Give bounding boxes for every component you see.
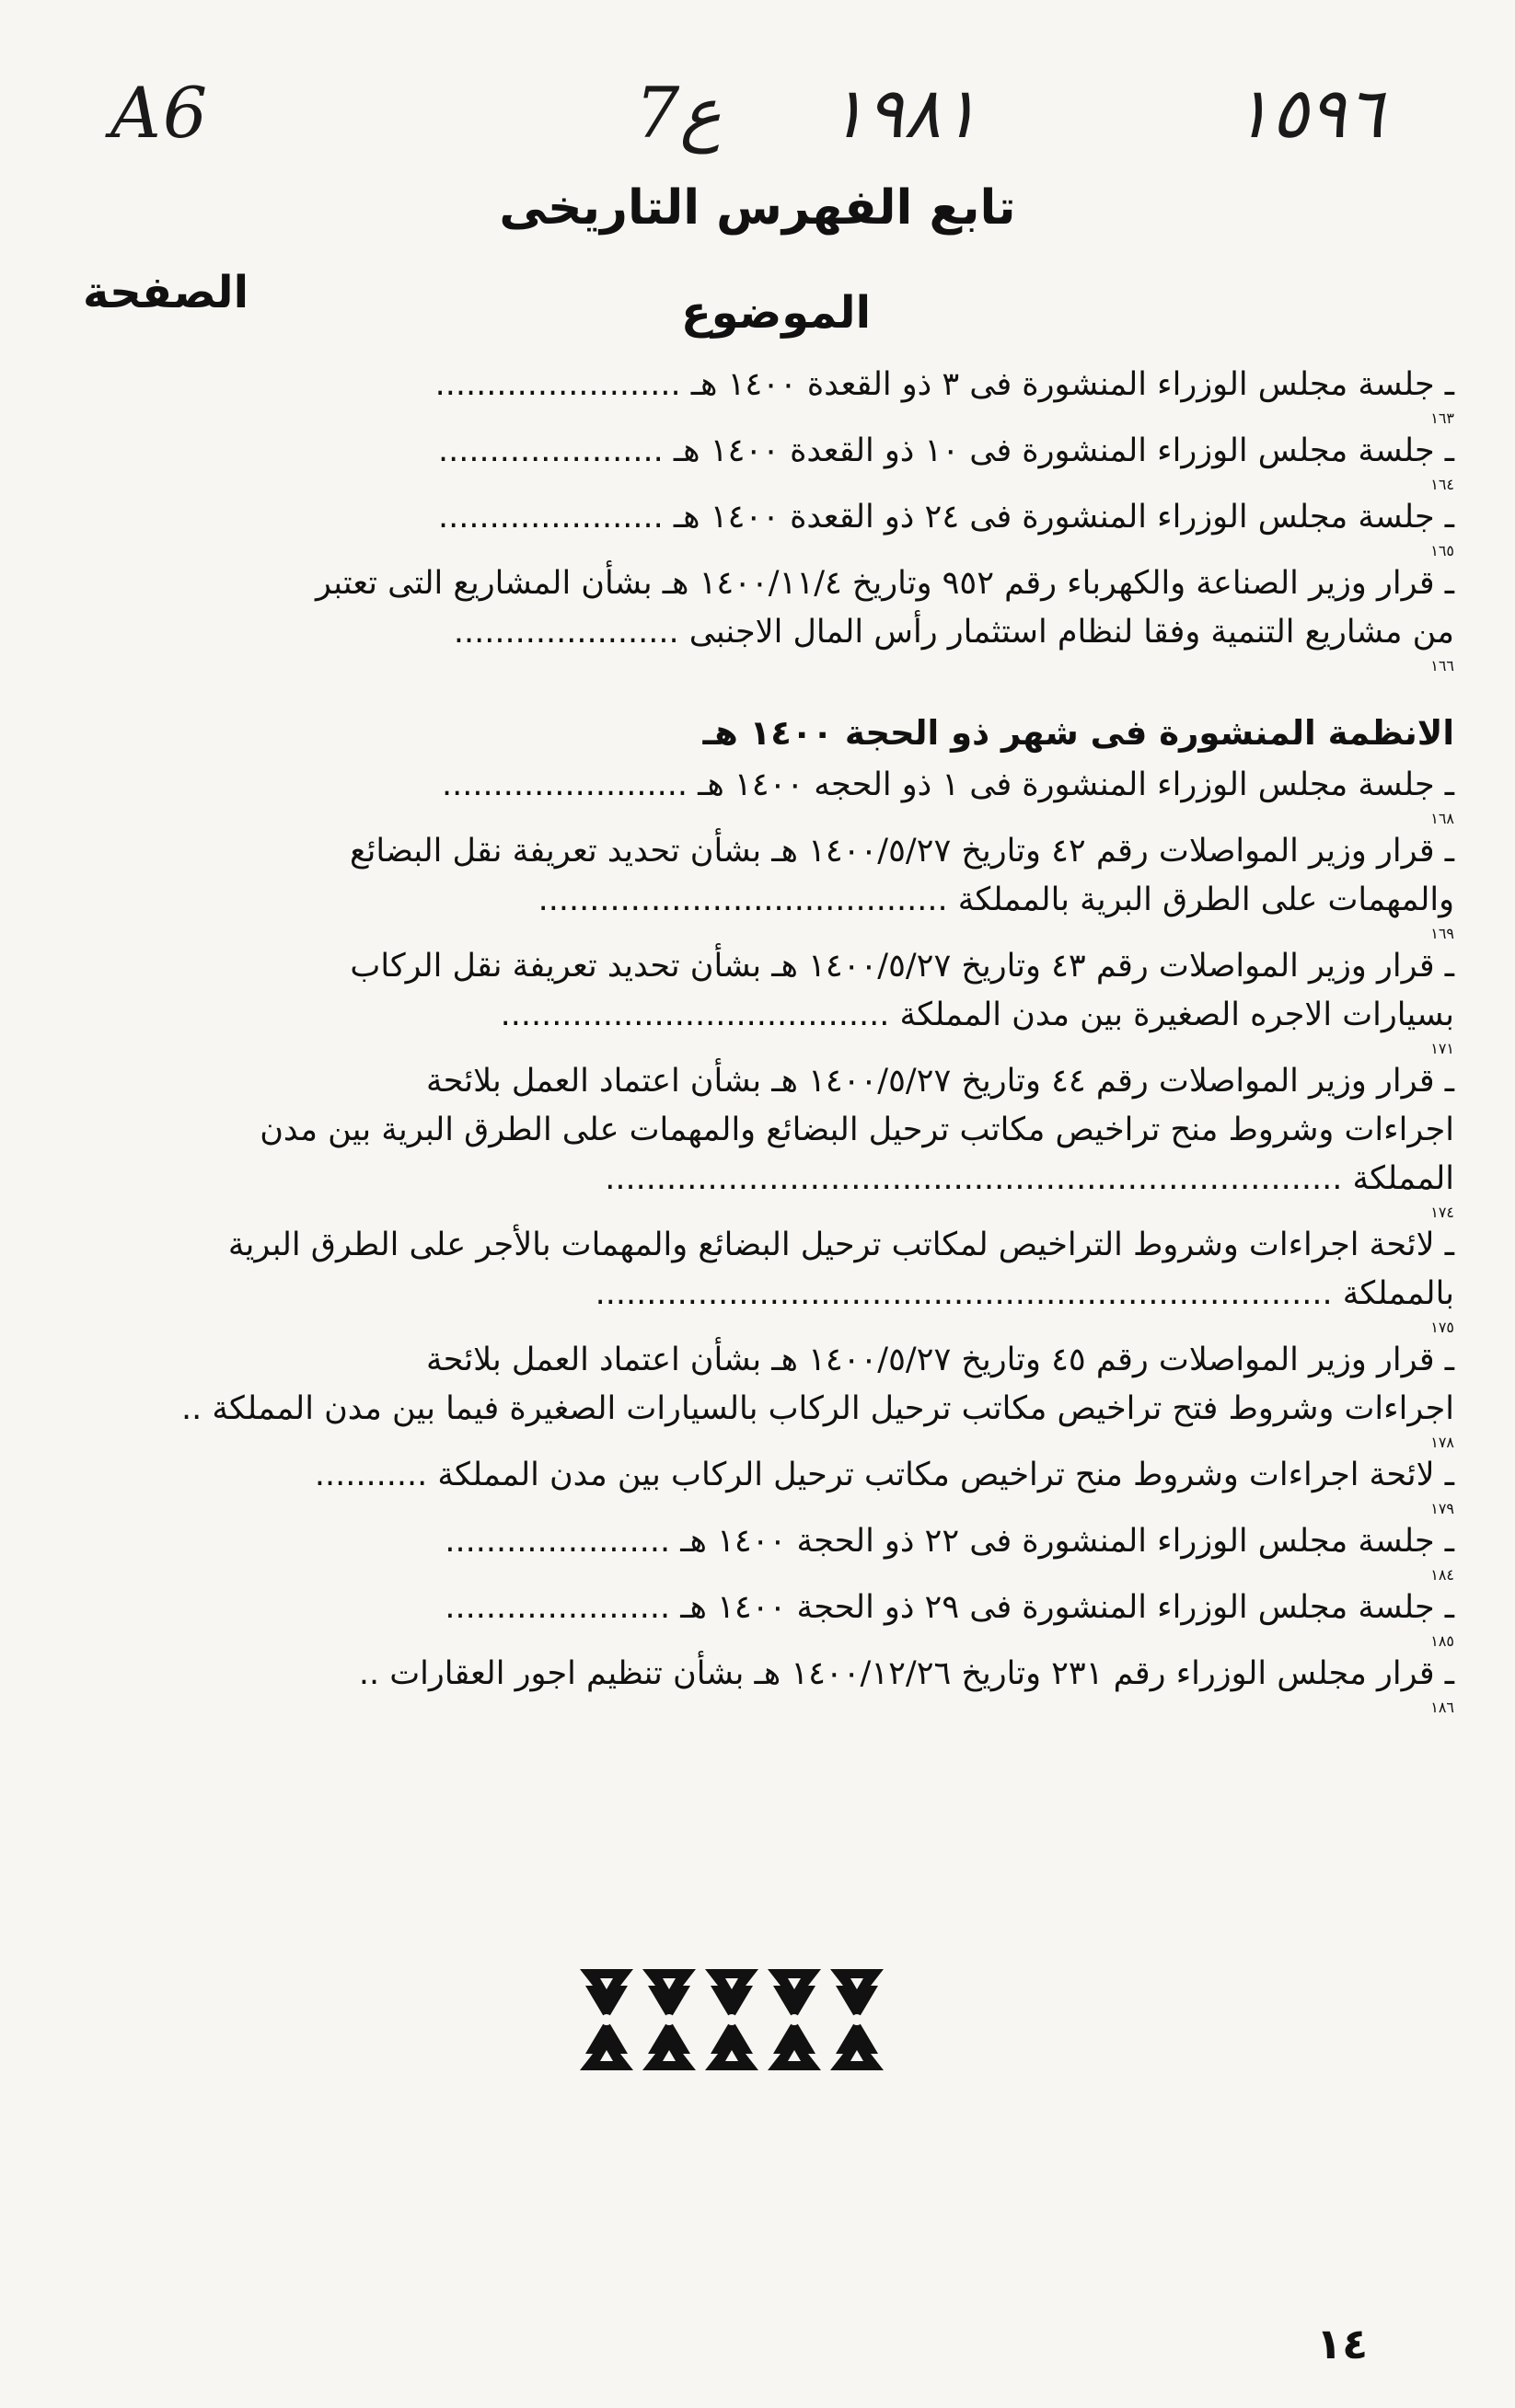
index-entry [147,1517,1454,1584]
entry-line: ـ قرار وزير المواصلات رقم ٤٥ وتاريخ ١٤٠٠/٥/٢٧ هـ بشأن اعتماد العمل بلائحة [426,1342,1454,1378]
entry-line: اجراءات وشروط فتح تراخيص مكاتب ترحيل الركاب بالسيارات الصغيرة فيما بين مدن المملكة .. [181,1390,1454,1427]
entry-page-number: ١٦٦ [1430,657,1454,674]
entry-line: المملكة ........................................................................ [605,1160,1454,1197]
entry-line: ـ قرار وزير الصناعة والكهرباء رقم ٩٥٢ وتاريخ ١٤٠٠/١١/٤ هـ بشأن المشاريع التى تعتبر [315,565,1454,602]
entry-page-number: ١٦٨ [1430,810,1454,827]
handwritten-note-mid1: 7ع [635,72,722,154]
handwritten-note-right: ١٥٩٦ [1233,72,1384,154]
entry-page-number: ١٨٦ [1430,1699,1454,1716]
index-entry [147,1451,1454,1517]
entry-line: والمهمات على الطرق البرية بالمملكة ........................................ [538,881,1454,918]
entry-line: اجراءات وشروط منح تراخيص مكاتب ترحيل البضائع والمهمات على الطرق البرية بين مدن [260,1112,1454,1148]
index-entry [147,761,1454,827]
entry-page-number: ١٧١ [1430,1040,1454,1057]
index-entry [147,1057,1454,1221]
entry-line: ـ قرار مجلس الوزراء رقم ٢٣١ وتاريخ ١٤٠٠/١٢/٢٦ هـ بشأن تنظيم اجور العقارات .. [358,1655,1454,1692]
entry-line: ـ جلسة مجلس الوزراء المنشورة فى ١ ذو الحجه ١٤٠٠ هـ ........................ [441,766,1454,803]
page-title: تابع الفهرس التاريخى [499,180,1016,236]
subject-column-header: الموضوع [681,287,872,339]
entry-line: ـ جلسة مجلس الوزراء المنشورة فى ٣ ذو القعدة ١٤٠٠ هـ ........................ [434,366,1454,403]
entry-line: ـ قرار وزير المواصلات رقم ٤٤ وتاريخ ١٤٠٠/٥/٢٧ هـ بشأن اعتماد العمل بلائحة [426,1063,1454,1100]
entry-page-number: ١٨٤ [1430,1566,1454,1584]
index-entries [147,361,1454,1716]
entry-page-number: ١٦٥ [1430,542,1454,559]
entry-line: من مشاريع التنمية وفقا لنظام استثمار رأس المال الاجنبى ...................... [453,614,1454,651]
entry-line: ـ لائحة اجراءات وشروط التراخيص لمكاتب ترحيل البضائع والمهمات بالأجر على الطرق البرية [227,1227,1454,1263]
index-entry [147,427,1454,493]
index-entry [147,493,1454,559]
entry-page-number: ١٦٩ [1430,925,1454,942]
entry-page-number: ١٧٤ [1430,1204,1454,1221]
index-entry [147,1584,1454,1650]
index-entry [147,1221,1454,1336]
page-number: ١٤ [1316,2319,1369,2368]
entry-page-number: ١٧٩ [1430,1500,1454,1517]
entry-page-number: ١٦٣ [1430,409,1454,427]
entry-line: ـ قرار وزير المواصلات رقم ٤٣ وتاريخ ١٤٠٠/٥/٢٧ هـ بشأن تحديد تعريفة نقل الركاب [350,948,1454,985]
entry-line: ـ جلسة مجلس الوزراء المنشورة فى ٢٩ ذو الحجة ١٤٠٠ هـ ...................... [445,1589,1454,1626]
handwritten-note-left: A6 [110,72,210,154]
entry-line: ـ جلسة مجلس الوزراء المنشورة فى ٢٤ ذو القعدة ١٤٠٠ هـ ...................... [438,499,1454,536]
handwritten-note-mid2: ١٩٨١ [828,72,979,154]
entry-line: ـ قرار وزير المواصلات رقم ٤٢ وتاريخ ١٤٠٠/٥/٢٧ هـ بشأن تحديد تعريفة نقل البضائع [350,833,1454,870]
entry-line: ـ جلسة مجلس الوزراء المنشورة فى ١٠ ذو القعدة ١٤٠٠ هـ ...................... [438,432,1454,469]
entry-line: بسيارات الاجره الصغيرة بين مدن المملكة ...................................... [500,997,1454,1033]
index-entry [147,361,1454,427]
entry-page-number: ١٧٨ [1430,1434,1454,1451]
entry-line: ـ لائحة اجراءات وشروط منح تراخيص مكاتب ترحيل الركاب بين مدن المملكة ........... [314,1457,1454,1493]
index-entry [147,827,1454,942]
entry-page-number: ١٧٥ [1430,1319,1454,1336]
section-heading: الانظمة المنشورة فى شهر ذو الحجة ١٤٠٠ هـ [702,713,1454,753]
index-entry [147,559,1454,674]
index-entry [147,1336,1454,1451]
index-entry [147,942,1454,1057]
entry-line: ـ جلسة مجلس الوزراء المنشورة فى ٢٢ ذو الحجة ١٤٠٠ هـ ...................... [445,1523,1454,1560]
ornament-divider [580,1969,884,2070]
entry-page-number: ١٦٤ [1430,476,1454,493]
entry-page-number: ١٨٥ [1430,1632,1454,1650]
index-entry [147,1650,1454,1716]
page-column-header: الصفحة [83,267,249,318]
entry-line: بالمملكة ........................................................................ [595,1275,1454,1312]
